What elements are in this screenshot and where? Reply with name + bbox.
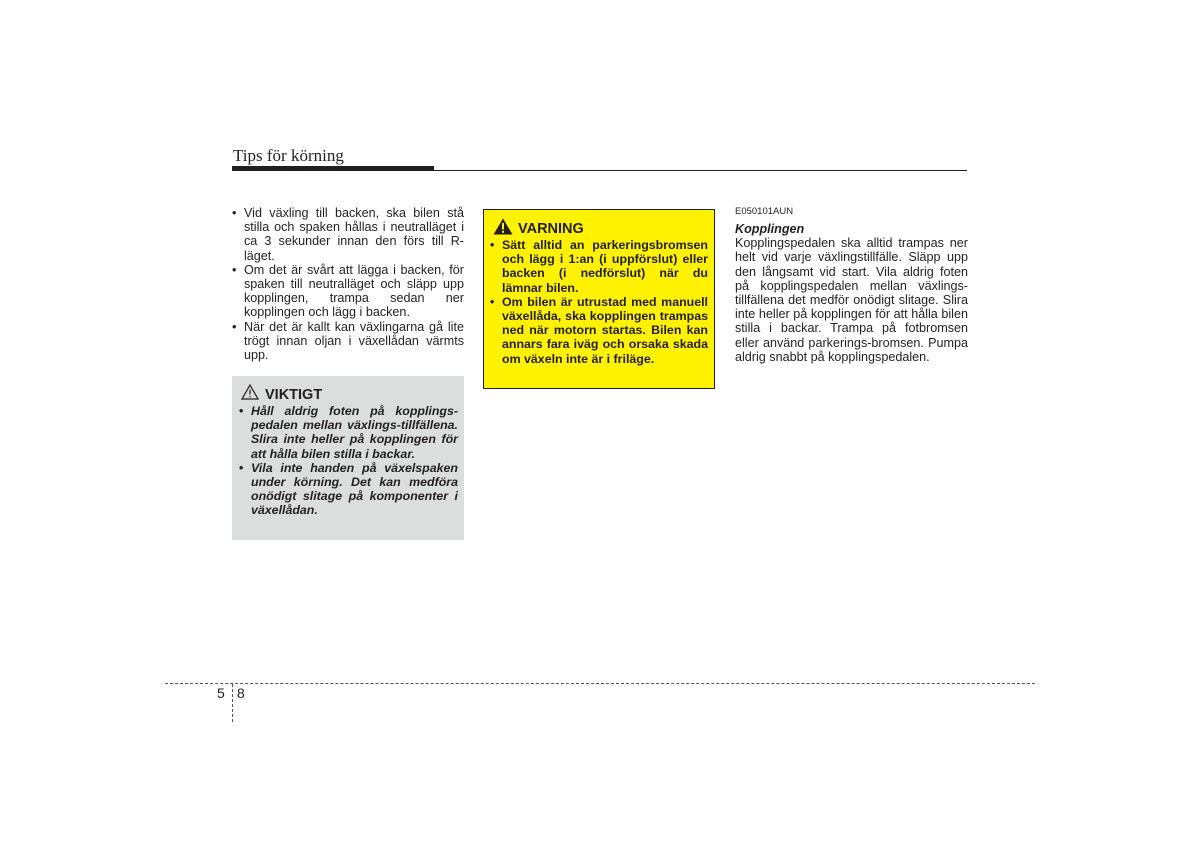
warning-box-varning xyxy=(483,209,715,389)
footer-divider xyxy=(232,684,233,722)
list-item: • Om bilen är utrustad med manuell växellåda, ska kopplingen trampas ned när motorn startas. Bilen kan annars fara iväg och orsaka skada om växeln inte är i friläge. xyxy=(490,295,708,366)
list-item: • Vila inte handen på växelspaken under körning. Det kan medföra onödigt slitage på komponenter i växellådan. xyxy=(239,461,458,518)
list-item: • När det är kallt kan växlingarna gå lite trögt innan oljan i växellådan värmts upp. xyxy=(232,320,464,363)
header-rule xyxy=(232,170,967,171)
section-heading: Kopplingen xyxy=(735,222,805,236)
caution-triangle-icon xyxy=(241,384,259,405)
tips-list xyxy=(232,206,464,362)
notice-list xyxy=(239,404,458,518)
notice-box-viktigt xyxy=(232,376,464,540)
footer-rule xyxy=(165,683,1035,684)
warning-triangle-icon xyxy=(493,218,513,240)
notice-title: VIKTIGT xyxy=(265,386,323,403)
list-item: • Om det är svårt att lägga i backen, för spaken till neutralläget och släpp upp kopplingen, trampa sedan ner kopplingen och lägg i backen. xyxy=(232,263,464,320)
page-number: 8 xyxy=(237,685,245,701)
column-3 xyxy=(735,206,968,364)
list-item: • Sätt alltid an parkeringsbromsen och lägg i 1:an (i uppförslut) eller backen (i nedförslut) när du lämnar bilen. xyxy=(490,238,708,295)
list-item: • Vid växling till backen, ska bilen stå stilla och spaken hållas i neutralläget i ca 3 sekunder innan den förs till R-läget. xyxy=(232,206,464,263)
column-1 xyxy=(232,206,464,362)
section-code: E050101AUN xyxy=(735,206,794,217)
list-item: • Håll aldrig foten på kopplings-pedalen mellan växlings-tillfällena. Slira inte heller på kopplingen för att hålla bilen stilla i backar. xyxy=(239,404,458,461)
warning-list xyxy=(490,238,708,366)
section-body: Kopplingspedalen ska alltid trampas ner helt vid varje växlingstillfälle. Släpp upp den långsamt vid start. Vila aldrig foten på kopplingspedalen mellan växlings-tillfällena det medför onödigt slitage. Slira inte heller på kopplingen för att hålla bilen stilla i backar. Trampa på fotbromsen eller använd parkerings-bromsen. Pumpa aldrig snabbt på kopplingspedalen. xyxy=(735,236,968,364)
warning-header xyxy=(493,218,584,240)
notice-header xyxy=(241,384,322,405)
chapter-number: 5 xyxy=(217,685,225,701)
page-title: Tips för körning xyxy=(233,146,344,165)
warning-title: VARNING xyxy=(518,221,584,237)
